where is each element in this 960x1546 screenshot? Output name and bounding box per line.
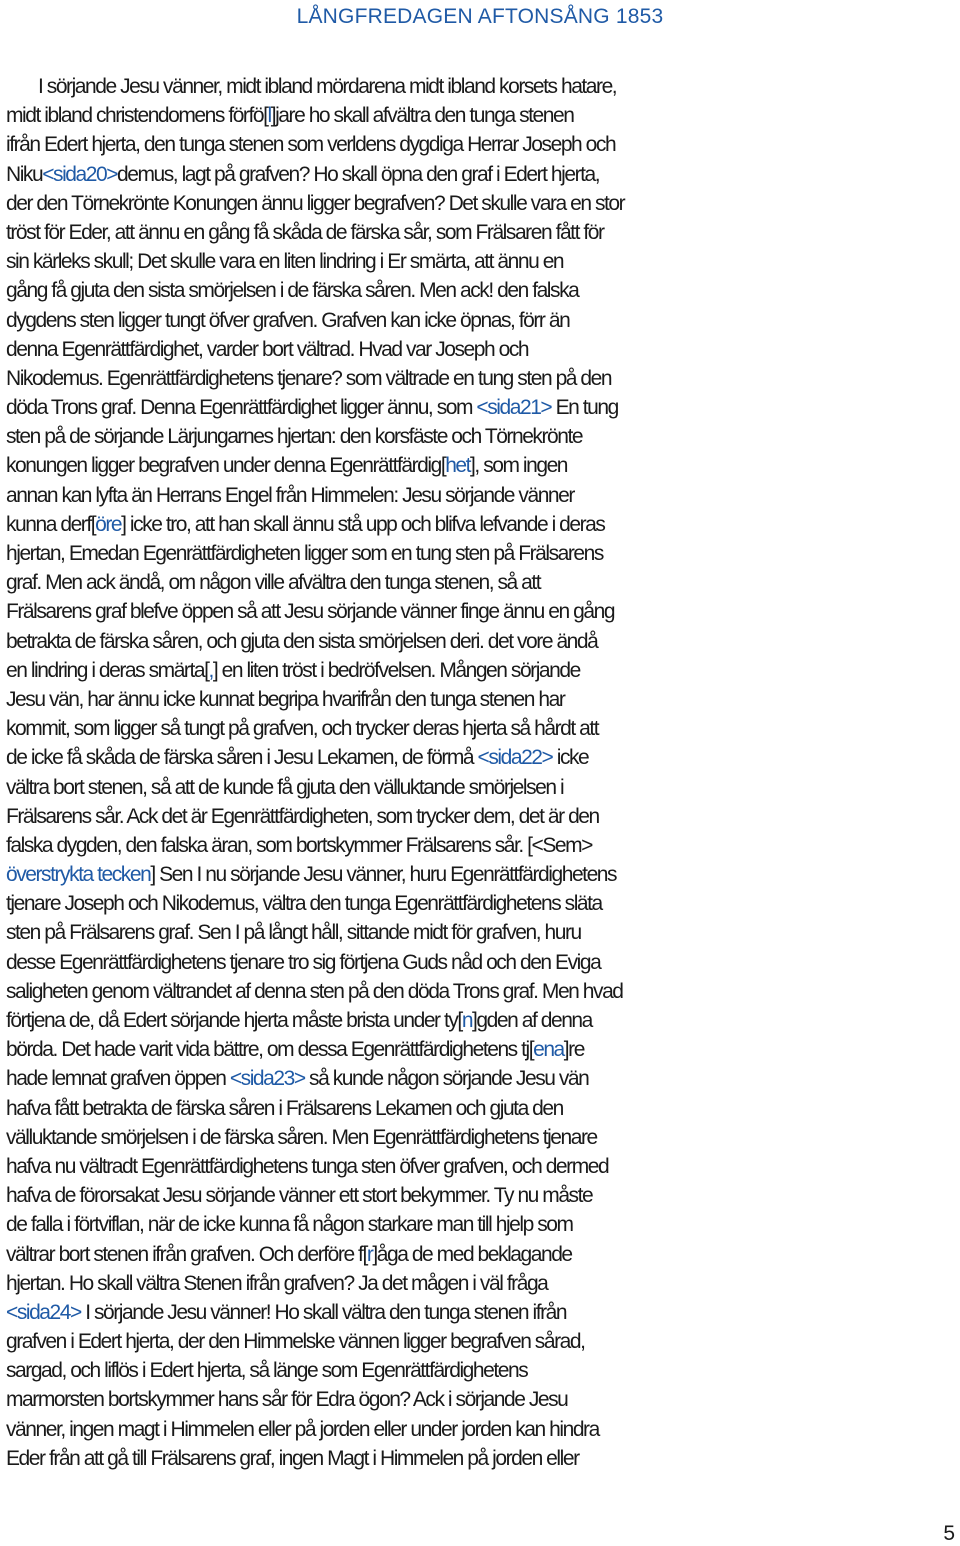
editorial-marker: <sida20> (42, 162, 118, 186)
text-segment: ]jare ho skall afvältra den tunga stenen (270, 104, 574, 128)
editorial-marker: ena (533, 1038, 564, 1062)
text-segment: ]gden af denna (472, 1009, 592, 1032)
text-segment: sten på de sörjande Lärjungarnes hjertan: den korsfäste och Törnekrönte (6, 425, 583, 449)
text-line (6, 101, 960, 130)
text-line (6, 685, 960, 714)
text-segment: Eder från att gå till Frälsarens graf, ingen Magt i Himmelen på jorden eller (6, 1446, 579, 1470)
text-segment: hjertan, Emedan Egenrättfärdigheten ligger som en tung sten på Frälsarens (6, 542, 603, 565)
text-line (6, 568, 960, 597)
text-line (6, 422, 960, 451)
text-segment: Nikodemus. Egenrättfärdighetens tjenare? som vältrade en tung sten på den (6, 366, 612, 390)
text-line (6, 948, 960, 977)
text-segment: förtjena de, då Edert sörjande hjerta måste brista under ty[ (6, 1009, 462, 1032)
text-line (6, 1444, 960, 1473)
text-line (6, 1181, 960, 1210)
text-segment: gång få gjuta den sista smörjelsen i de färska såren. Men ack! den falska (6, 279, 579, 303)
text-line (6, 218, 960, 247)
text-segment: ifrån Edert hjerta, den tunga stenen som verldens dygdiga Herrar Joseph och (6, 133, 616, 157)
editorial-marker: överstrykta tecken (6, 863, 151, 887)
text-segment: Jesu vän, har ännu icke kunnat begripa hvarifrån den tunga stenen har (6, 687, 565, 711)
text-segment: ], som ingen (470, 454, 568, 478)
text-line (6, 977, 960, 1006)
text-segment: kunna derf[ (6, 512, 96, 536)
text-segment: graf. Men ack ändå, om någon ville afvältra den tunga stenen, så att (6, 571, 541, 595)
text-line (6, 889, 960, 918)
editorial-marker: , (208, 658, 213, 682)
text-line (6, 831, 960, 860)
text-line (6, 743, 960, 772)
editorial-marker: <sida24> (6, 1300, 81, 1324)
text-line (6, 364, 960, 393)
editorial-marker: l (267, 104, 271, 128)
text-line (6, 1152, 960, 1181)
text-line (6, 1240, 960, 1269)
text-segment: kommit, som ligger så tungt på grafven, och trycker deras hjerta så hårdt att (6, 717, 599, 741)
text-segment: hafva nu vältradt Egenrättfärdighetens tunga sten öfver grafven, och dermed (6, 1154, 609, 1178)
editorial-marker: <sida22> (477, 746, 553, 770)
text-line (6, 714, 960, 743)
text-line (6, 918, 960, 947)
text-line (6, 539, 960, 568)
text-segment: ]re (563, 1038, 584, 1062)
editorial-marker: <sida21> (476, 396, 552, 420)
text-segment: En tung (551, 396, 618, 420)
text-line (6, 451, 960, 480)
text-line (6, 247, 960, 276)
text-segment: de icke få skåda de färska såren i Jesu Lekamen, de förmå (6, 746, 478, 770)
text-segment: sten på Frälsarens graf. Sen I på långt håll, sittande midt för grafven, huru (6, 921, 581, 945)
text-segment: ] icke tro, att han skall ännu stå upp och blifva lefvande i deras (121, 512, 605, 536)
text-line (6, 481, 960, 510)
text-line (6, 1210, 960, 1239)
text-segment: vältra bort stenen, så att de kunde få gjuta den välluktande smörjelsen i (6, 775, 564, 799)
text-segment: så kunde någon sörjande Jesu vän (304, 1067, 589, 1091)
text-line (6, 802, 960, 831)
text-segment: börda. Det hade varit vida bättre, om dessa Egenrättfärdighetens tj[ (6, 1038, 534, 1062)
text-segment: konungen ligger begrafven under denna Egenrättfärdig[ (6, 454, 446, 478)
text-line (6, 1006, 960, 1035)
text-segment: hjertan. Ho skall vältra Stenen ifrån grafven? Ja det mågen i väl fråga (6, 1271, 548, 1295)
text-line (6, 1327, 960, 1356)
text-line (6, 335, 960, 364)
text-line (6, 130, 960, 159)
text-line (6, 1094, 960, 1123)
text-segment: vänner, ingen magt i Himmelen eller på jorden eller under jorden kan hindra (6, 1417, 599, 1441)
text-segment: välluktande smörjelsen i de färska såren. Men Egenrättfärdighetens tjenare (6, 1125, 597, 1149)
text-segment: ]åga de med beklagande (372, 1242, 572, 1266)
text-segment: demus, lagt på grafven? Ho skall öpna den graf i Edert hjerta, (117, 162, 600, 186)
text-segment: denna Egenrättfärdighet, varder bort vältrad. Hvad var Joseph och (6, 337, 529, 361)
text-segment: tjenare Joseph och Nikodemus, vältra den tunga Egenrättfärdighetens släta (6, 892, 602, 916)
editorial-marker: het (445, 454, 471, 478)
text-line (6, 276, 960, 305)
text-segment: der den Törnekrönte Konungen ännu ligger begrafven? Det skulle vara en stor (6, 191, 625, 215)
text-segment: hafva fått betrakta de färska såren i Frälsarens Lekamen och gjuta den (6, 1096, 563, 1120)
text-line (6, 160, 960, 189)
text-segment: marmorsten bortskymmer hans sår för Edra ögon? Ack i sörjande Jesu (6, 1388, 568, 1412)
editorial-marker: <sida23> (229, 1067, 305, 1091)
text-line (6, 1035, 960, 1064)
text-line (6, 656, 960, 685)
text-line (6, 1269, 960, 1298)
text-line (6, 1298, 960, 1327)
text-line (6, 1123, 960, 1152)
text-segment: Frälsarens graf blefve öppen så att Jesu sörjande vänner finge ännu en gång (6, 600, 615, 624)
text-line (6, 627, 960, 656)
text-segment: ] en liten tröst i bedröfvelsen. Mången sörjande (212, 658, 580, 682)
text-line (6, 393, 960, 422)
text-segment: de falla i förtviflan, när de icke kunna få någon starkare man till hjelp som (6, 1213, 573, 1237)
editorial-marker: öre (95, 512, 122, 536)
text-line (6, 306, 960, 335)
text-line (6, 72, 960, 101)
editorial-marker: n (461, 1009, 473, 1032)
text-segment: icke (552, 746, 589, 770)
editorial-marker: r (366, 1242, 373, 1266)
text-segment: hade lemnat grafven öppen (6, 1067, 230, 1091)
text-segment: desse Egenrättfärdighetens tjenare tro sig förtjena Guds nåd och den Eviga (6, 950, 601, 974)
text-line (6, 597, 960, 626)
text-segment: I sörjande Jesu vänner, midt ibland mördarena midt ibland korsets hatare, (38, 75, 617, 98)
text-line (6, 189, 960, 218)
text-line (6, 1356, 960, 1385)
text-segment: sargad, och liflös i Edert hjerta, så länge som Egenrättfärdighetens (6, 1359, 528, 1383)
page-title: LÅNGFREDAGEN AFTONSÅNG 1853 (296, 5, 664, 28)
body-text (6, 72, 960, 1473)
text-segment: Niku (6, 162, 43, 186)
text-line (6, 860, 960, 889)
text-segment: I sörjande Jesu vänner! Ho skall vältra den tunga stenen ifrån (80, 1300, 567, 1324)
text-segment: annan kan lyfta än Herrans Engel från Himmelen: Jesu sörjande vänner (6, 483, 574, 507)
text-line (6, 1385, 960, 1414)
text-segment: vältrar bort stenen ifrån grafven. Och derföre f[ (6, 1242, 367, 1266)
page-number: 5 (943, 1522, 955, 1545)
text-segment: midt ibland christendomens förfö[ (6, 104, 268, 128)
text-line (6, 510, 960, 539)
text-line (6, 773, 960, 802)
text-line (6, 1415, 960, 1444)
text-line (6, 1064, 960, 1093)
text-segment: tröst för Eder, att ännu en gång få skåda de färska sår, som Frälsaren fått för (6, 220, 604, 244)
text-segment: saligheten genom vältrandet af denna sten på den döda Trons graf. Men hvad (6, 979, 623, 1003)
text-segment: döda Trons graf. Denna Egenrättfärdighet ligger ännu, som (6, 396, 477, 420)
text-segment: dygdens sten ligger tungt öfver grafven. Grafven kan icke öpnas, förr än (6, 308, 570, 332)
text-segment: ] Sen I nu sörjande Jesu vänner, huru Egenrättfärdighetens (150, 863, 617, 887)
text-segment: Frälsarens sår. Ack det är Egenrättfärdigheten, som trycker dem, det är den (6, 804, 599, 828)
text-segment: en lindring i deras smärta[ (6, 658, 209, 682)
text-segment: sin kärleks skull; Det skulle vara en liten lindring i Er smärta, att ännu en (6, 250, 564, 274)
text-segment: grafven i Edert hjerta, der den Himmelske vännen ligger begrafven sårad, (6, 1330, 585, 1354)
text-segment: betrakta de färska såren, och gjuta den sista smörjelsen deri. det vore ändå (6, 629, 598, 653)
text-segment: hafva de förorsakat Jesu sörjande vänner ett stort bekymmer. Ty nu måste (6, 1184, 593, 1208)
text-segment: falska dygden, den falska äran, som bortskymmer Frälsarens sår. [<Sem> (6, 833, 592, 857)
